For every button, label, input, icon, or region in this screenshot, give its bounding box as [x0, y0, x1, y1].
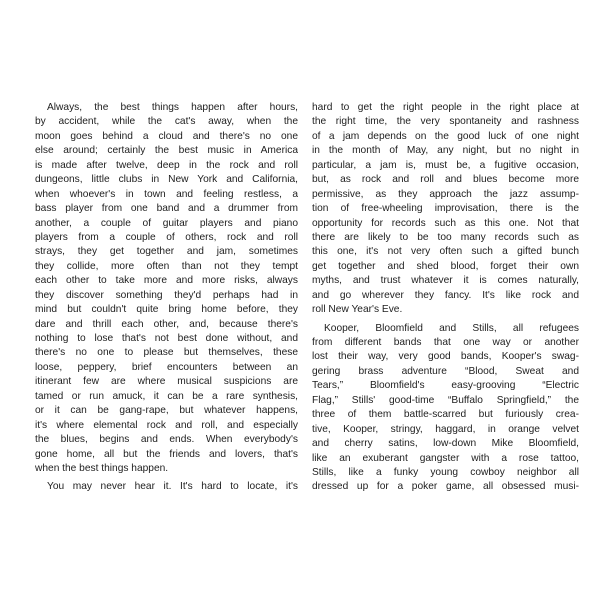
- text-line: Stills, like a funky young cowboy neighbor all: [312, 466, 579, 478]
- right-text-column: [312, 101, 579, 495]
- text-line: players from a couple of others, rock and roll: [35, 231, 298, 243]
- left-text-column: [35, 101, 298, 495]
- text-line: Tears,” Bloomfield's easy-grooving “Electric: [312, 380, 579, 392]
- text-line: dungeons, little clubs in New York and California,: [35, 174, 298, 186]
- text-line: else around; certainly the best music in America: [35, 145, 298, 157]
- text-line: this one, it's not very often such a gifted bunch: [312, 246, 579, 258]
- text-line: dare and thrill each other, and, because there's: [35, 318, 298, 330]
- right-paragraph-2: [312, 322, 579, 495]
- text-line: or it can be gang-rape, but whatever happens,: [35, 405, 298, 417]
- text-line: myths, and trust whatever it is comes naturally,: [312, 275, 579, 287]
- text-line: roll New Year's Eve.: [312, 304, 403, 316]
- text-line: loose, peppery, brief encounters between an: [35, 361, 298, 373]
- text-line: moon goes behind a cloud and there's no one: [35, 130, 298, 142]
- text-line: gone home, all but the friends and lovers, that's: [35, 448, 298, 460]
- text-line: three of them battle-scarred but furiously crea-: [312, 409, 579, 421]
- text-line: of a jam depends on the good luck of one night: [312, 130, 579, 142]
- text-line: the right time, the very spontaneity and rashness: [312, 116, 579, 128]
- text-line: permissive, as they approach the jazz assump-: [312, 188, 579, 200]
- text-line: from different bands that one way or another: [312, 337, 579, 348]
- text-line: hard to get the right people in the right place at: [312, 102, 579, 113]
- text-line: Always, the best things happen after hours,: [47, 102, 298, 113]
- text-line: each other to take more and more risks, always: [35, 275, 298, 287]
- text-line: by accident, while the cat's away, when the: [35, 116, 298, 128]
- text-line: but, as rock and roll and blues become more: [312, 174, 579, 186]
- text-line: in the month of May, any night, but no night in: [312, 145, 579, 157]
- text-line: gering brass adventure “Blood, Sweat and: [312, 365, 579, 377]
- text-line: and cherry satins, low-down Mike Bloomfield,: [312, 438, 579, 450]
- text-line: there's no one to please but themselves, these: [35, 347, 298, 359]
- right-paragraph-1: [312, 101, 579, 318]
- text-line: it's where elemental rock and roll, and especially: [35, 419, 298, 431]
- text-line: and go wherever they fancy. It's like rock and: [312, 289, 579, 301]
- text-line: another, a couple of guitar players and piano: [35, 217, 298, 229]
- text-line: they discover something they'd perhaps had in: [35, 289, 298, 301]
- text-line: like an exuberant gangster with a rose tattoo,: [312, 452, 579, 464]
- text-line: dressed up for a poker game, all obsessed musi-: [312, 481, 579, 493]
- text-line: You may never hear it. It's hard to locate, it's: [47, 481, 298, 493]
- left-paragraph-1: [35, 101, 298, 476]
- text-line: when the best things happen.: [35, 462, 169, 474]
- text-line: opportunity for records such as this one. Not that: [312, 217, 579, 229]
- text-line: when whoever's in town and feeling restless, a: [35, 188, 298, 200]
- text-line: is made after twelve, deep in the rock and roll: [35, 159, 298, 171]
- text-line: particular, a jam is, must be, a fugitive occasion,: [312, 159, 579, 171]
- text-line: bass player from one band and a drummer from: [35, 203, 298, 215]
- text-line: strays, they get together and jam, sometimes: [35, 246, 298, 258]
- text-line: mind but couldn't quite bring home before, they: [35, 304, 298, 316]
- text-line: there are likely to be too many records such as: [312, 231, 579, 243]
- text-line: itinerant few are where musical suspicions are: [35, 376, 298, 388]
- text-line: tion of free-wheeling improvisation, there is the: [312, 203, 579, 215]
- text-line: tive, Kooper, stringy, haggard, in orange velvet: [312, 423, 579, 435]
- text-line: tamed or run amuck, it can be a rare synthesis,: [35, 390, 298, 402]
- text-line: get together and shed blood, forget their own: [312, 260, 579, 272]
- text-line: Kooper, Bloomfield and Stills, all refugees: [324, 322, 579, 334]
- text-line: nothing to lose that's not best done without, and: [35, 333, 298, 344]
- text-line: the blues, begins and ends. When everybody's: [35, 434, 298, 446]
- text-line: Flag,” Stills' good-time “Buffalo Springfield,” the: [312, 394, 579, 406]
- text-line: they collide, more often than not they tempt: [35, 260, 298, 272]
- text-line: lost their way, very good bands, Kooper's swag-: [312, 351, 579, 363]
- left-paragraph-2: [35, 480, 298, 494]
